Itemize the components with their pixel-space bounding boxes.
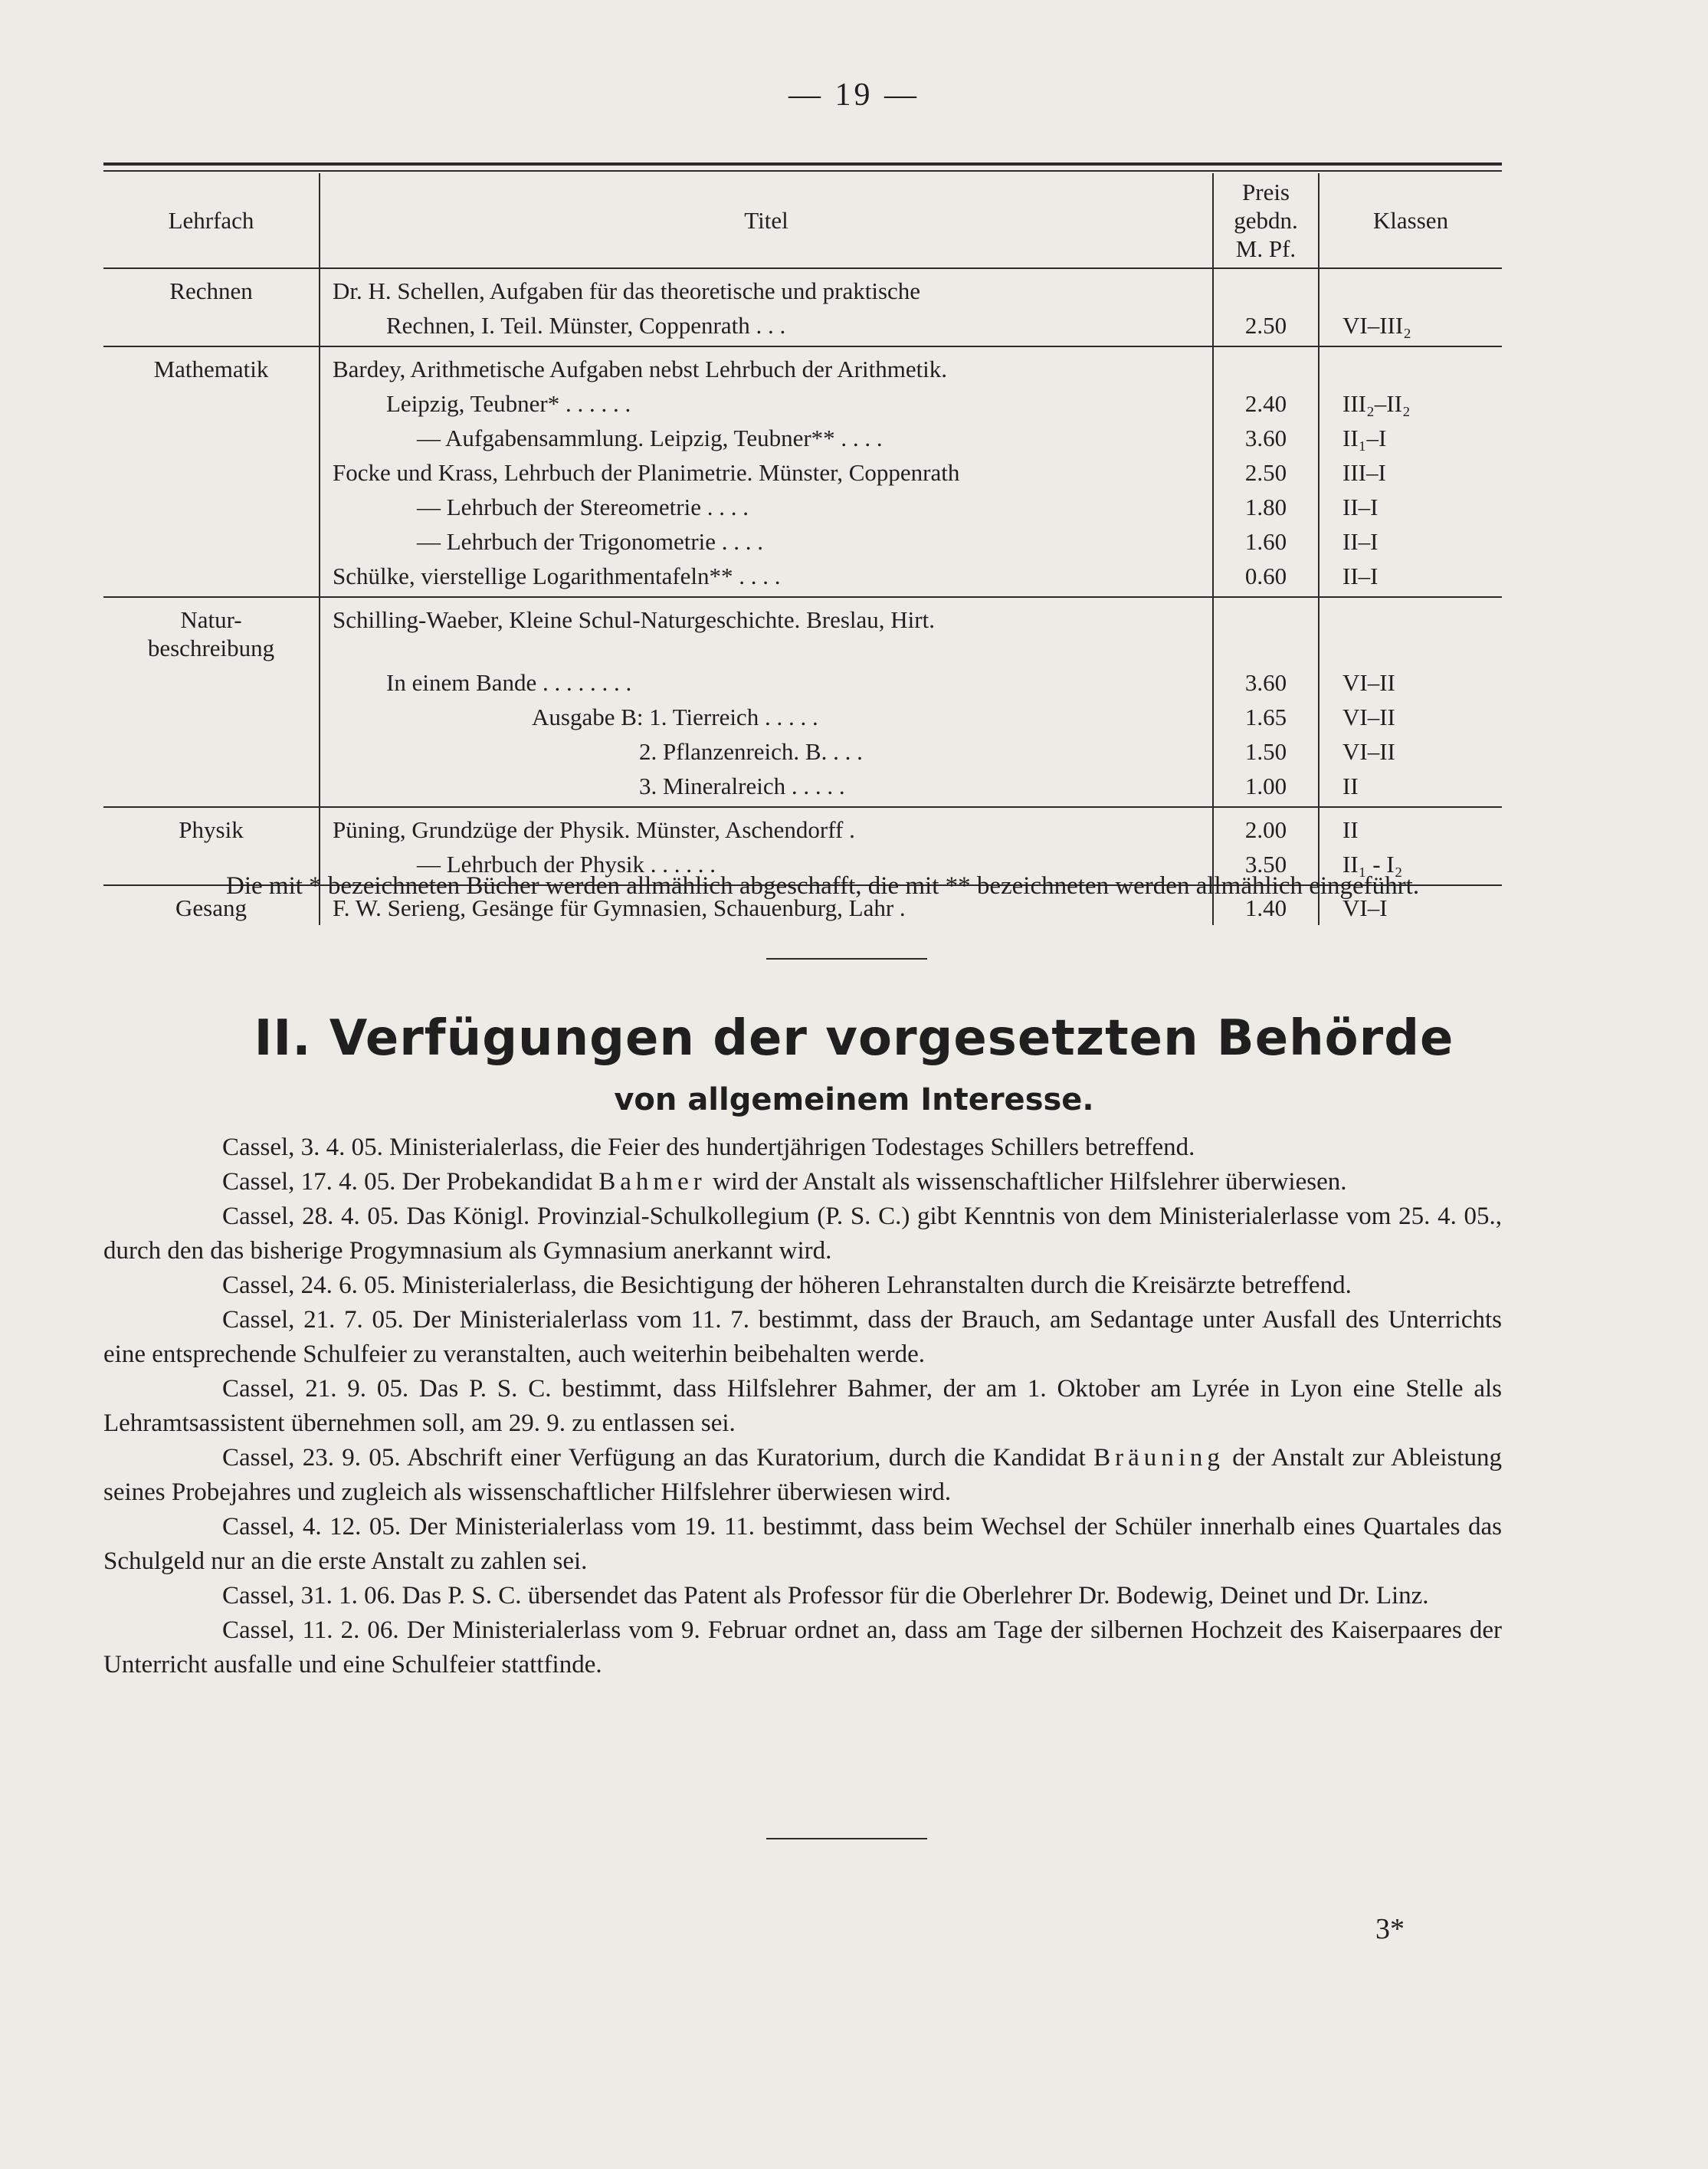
subject-cell <box>103 455 320 490</box>
price-cell: 1.00 <box>1213 769 1319 807</box>
classes-cell: VI–II <box>1342 669 1395 696</box>
decree-person-name: Bräuning <box>1093 1444 1224 1472</box>
price-cell: 3.60 <box>1213 665 1319 700</box>
classes-cell: VI–II <box>1342 704 1395 730</box>
classes-cell: II₁–I <box>1342 425 1387 451</box>
title-cell <box>320 490 1213 524</box>
table-row <box>103 490 1502 524</box>
section-subtitle: von allgemeinem Interesse. <box>614 1082 1094 1117</box>
classes-cell: II <box>1319 769 1502 807</box>
header-classes: Klassen <box>1319 173 1502 268</box>
price-cell <box>1213 597 1319 665</box>
table-body <box>103 268 1502 925</box>
header-price-line: M. Pf. <box>1235 235 1297 262</box>
decree-text: Cassel, 4. 12. 05. Der Ministerialerlass vom 19. 11. bestimmt, dass beim Wechsel der Schüler innerhalb eines Quartales das Schulgeld nur an die erste Anstalt zu zahlen sei. <box>103 1513 1502 1575</box>
decree-text: Cassel, 21. 7. 05. Der Ministerialerlass vom 11. 7. bestimmt, dass der Brauch, am Sedantage unter Ausfall des Unterrichts eine entsprechende Schulfeier zu veranstalten, auch weiterhin beibehalten werde. <box>103 1306 1502 1368</box>
book-title: — Aufgabensammlung. Leipzig, Teubner** . . . . <box>417 425 883 451</box>
table-row <box>103 807 1502 847</box>
separator-rule <box>766 958 927 960</box>
decree-item <box>103 1303 1502 1372</box>
subject-label: Natur- <box>180 606 242 633</box>
price-cell <box>1213 268 1319 308</box>
header-price <box>1213 173 1319 268</box>
classes-cell: VI–II <box>1342 738 1395 765</box>
decree-text-continued: wird der Anstalt als wissenschaftlicher Hilfslehrer überwiesen. <box>706 1168 1347 1196</box>
classes-cell: II–I <box>1342 528 1379 555</box>
subject-cell <box>103 700 320 734</box>
subject-cell <box>103 524 320 559</box>
classes-cell: II–I <box>1342 494 1379 520</box>
price-cell: 2.50 <box>1213 455 1319 490</box>
subject-cell <box>103 559 320 597</box>
decree-item <box>103 1579 1502 1613</box>
decree-item <box>103 1268 1502 1303</box>
title-cell <box>320 769 1213 807</box>
title-cell <box>320 455 1213 490</box>
price-cell: 2.50 <box>1213 308 1319 346</box>
classes-cell: III₂–II₂ <box>1342 390 1411 417</box>
subject-cell <box>103 769 320 807</box>
section-title: II. Verfügungen der vorgesetzten Behörde <box>254 1010 1454 1067</box>
header-price-line: Preis <box>1242 179 1290 205</box>
title-cell <box>320 665 1213 700</box>
classes-cell <box>1319 597 1502 665</box>
table-top-rule-thin <box>103 170 1502 172</box>
subject-label: Gesang <box>175 894 247 921</box>
book-title: — Lehrbuch der Trigonometrie . . . . <box>417 528 764 555</box>
table-row <box>103 308 1502 346</box>
page-number: — 19 — <box>788 77 920 113</box>
subject-label: Rechnen <box>169 277 253 304</box>
table-footnote: Die mit * bezeichneten Bücher werden allmählich abgeschafft, die mit ** bezeichneten werden allmählich eingeführt. <box>226 872 1420 900</box>
table-top-rule <box>103 162 1502 166</box>
subject-label: Mathematik <box>153 356 269 382</box>
table-row <box>103 597 1502 665</box>
decree-item <box>103 1613 1502 1682</box>
book-title: Ausgabe B: 1. Tierreich . . . . . <box>532 704 818 730</box>
book-title: — Lehrbuch der Stereometrie . . . . <box>417 494 749 520</box>
subject-cell <box>103 665 320 700</box>
subject-cell <box>103 490 320 524</box>
price-cell: 1.65 <box>1213 700 1319 734</box>
subject-cell <box>103 308 320 346</box>
classes-cell: II–I <box>1319 559 1502 597</box>
book-title: Bardey, Arithmetische Aufgaben nebst Lehrbuch der Arithmetik. <box>333 356 948 382</box>
book-title: Leipzig, Teubner* . . . . . . <box>386 390 631 417</box>
table-row <box>103 734 1502 769</box>
price-cell: 1.80 <box>1213 490 1319 524</box>
price-cell: 3.50 <box>1213 847 1319 885</box>
book-title: Dr. H. Schellen, Aufgaben für das theoretische und praktische <box>333 277 921 304</box>
book-title: 3. Mineralreich . . . . . <box>639 773 845 799</box>
title-cell <box>320 308 1213 346</box>
book-title: Rechnen, I. Teil. Münster, Coppenrath . . . <box>386 312 786 339</box>
book-title: F. W. Serieng, Gesänge für Gymnasien, Schauenburg, Lahr . <box>333 894 906 921</box>
table-row <box>103 386 1502 421</box>
decree-person-name: Bahmer <box>598 1168 706 1196</box>
book-title: Focke und Krass, Lehrbuch der Planimetrie. Münster, Coppenrath <box>333 459 960 486</box>
title-cell <box>320 597 1213 665</box>
table-row <box>103 346 1502 386</box>
title-cell <box>320 346 1213 386</box>
book-title: In einem Bande . . . . . . . . <box>386 669 632 696</box>
decree-text: Cassel, 21. 9. 05. Das P. S. C. bestimmt, dass Hilfslehrer Bahmer, der am 1. Oktober am Lyrée in Lyon eine Stelle als Lehramtsassistent übernehmen soll, am 29. 9. zu entlassen sei. <box>103 1375 1502 1437</box>
classes-cell: II₁ - I₂ <box>1319 847 1502 885</box>
subject-cell <box>103 268 320 308</box>
decree-item <box>103 1441 1502 1510</box>
classes-cell: III–I <box>1342 459 1386 486</box>
title-cell <box>320 807 1213 847</box>
end-rule <box>766 1838 927 1839</box>
table-row <box>103 665 1502 700</box>
subject-cell <box>103 421 320 455</box>
table-row <box>103 769 1502 807</box>
price-cell: 3.60 <box>1213 421 1319 455</box>
book-title: 2. Pflanzenreich. B. . . . <box>639 738 863 765</box>
subject-label: beschreibung <box>147 635 275 661</box>
price-cell: 0.60 <box>1213 559 1319 597</box>
title-cell <box>320 268 1213 308</box>
price-cell: 2.00 <box>1213 807 1319 847</box>
header-price-line: gebdn. <box>1234 207 1298 234</box>
subject-cell <box>103 734 320 769</box>
textbook-table <box>103 173 1502 925</box>
decree-text: Cassel, 31. 1. 06. Das P. S. C. übersendet das Patent als Professor für die Oberlehrer Dr. Bodewig, Deinet und Dr. Linz. <box>222 1582 1429 1610</box>
classes-cell <box>1319 346 1502 386</box>
price-cell: 2.40 <box>1213 386 1319 421</box>
header-title: Titel <box>320 173 1213 268</box>
price-cell: 1.50 <box>1213 734 1319 769</box>
title-cell <box>320 700 1213 734</box>
table-row <box>103 421 1502 455</box>
book-title: Püning, Grundzüge der Physik. Münster, Aschendorff . <box>333 816 855 843</box>
classes-cell: VI–III₂ <box>1319 308 1502 346</box>
decree-text: Cassel, 3. 4. 05. Ministerialerlass, die Feier des hundertjährigen Todestages Schillers betreffend. <box>222 1134 1195 1161</box>
table-row <box>103 268 1502 308</box>
decree-item <box>103 1510 1502 1579</box>
classes-cell <box>1319 268 1502 308</box>
decree-list <box>103 1130 1502 1682</box>
decree-text: Cassel, 11. 2. 06. Der Ministerialerlass vom 9. Februar ordnet an, dass am Tage der silbernen Hochzeit des Kaiserpaares der Unterricht ausfalle und eine Schulfeier stattfinde. <box>103 1616 1502 1678</box>
book-title: Schülke, vierstellige Logarithmentafeln** . . . . <box>333 563 781 589</box>
title-cell <box>320 734 1213 769</box>
title-cell <box>320 421 1213 455</box>
price-cell: 1.60 <box>1213 524 1319 559</box>
decree-item <box>103 1372 1502 1441</box>
price-cell <box>1213 346 1319 386</box>
header-subject: Lehrfach <box>103 173 320 268</box>
title-cell <box>320 524 1213 559</box>
signature-mark: 3* <box>1375 1913 1405 1945</box>
table-row <box>103 455 1502 490</box>
subject-cell <box>103 346 320 386</box>
subject-cell <box>103 807 320 847</box>
decree-text: Cassel, 24. 6. 05. Ministerialerlass, die Besichtigung der höheren Lehranstalten durch die Kreisärzte betreffend. <box>222 1272 1352 1299</box>
table-header-row <box>103 173 1502 268</box>
subject-label: Physik <box>179 816 244 843</box>
table-row <box>103 559 1502 597</box>
decree-text: Cassel, 28. 4. 05. Das Königl. Provinzial-Schulkollegium (P. S. C.) gibt Kenntnis von dem Ministerialerlasse vom 25. 4. 05., durch den das bisherige Progymnasium als Gymnasium anerkannt wird. <box>103 1203 1502 1265</box>
table-row <box>103 524 1502 559</box>
decree-text: Cassel, 23. 9. 05. Abschrift einer Verfügung an das Kuratorium, durch die Kandidat <box>222 1444 1094 1472</box>
decree-item <box>103 1130 1502 1165</box>
table-row <box>103 700 1502 734</box>
title-cell <box>320 386 1213 421</box>
classes-cell: II <box>1342 816 1359 843</box>
decree-text-continued: der Anstalt zur Ableistung seines Probejahres und zugleich als wissenschaftlicher Hilfslehrer überwiesen wird. <box>103 1444 1502 1506</box>
price-cell: 1.40 <box>1213 885 1319 925</box>
subject-cell <box>103 386 320 421</box>
subject-cell <box>103 597 320 665</box>
decree-item <box>103 1165 1502 1199</box>
decree-text: Cassel, 17. 4. 05. Der Probekandidat <box>222 1168 599 1196</box>
decree-item <box>103 1199 1502 1268</box>
book-title: Schilling-Waeber, Kleine Schul-Naturgeschichte. Breslau, Hirt. <box>333 606 935 633</box>
title-cell <box>320 559 1213 597</box>
book-title: — Lehrbuch der Physik . . . . . . <box>417 851 716 878</box>
classes-cell: VI–I <box>1342 894 1388 921</box>
